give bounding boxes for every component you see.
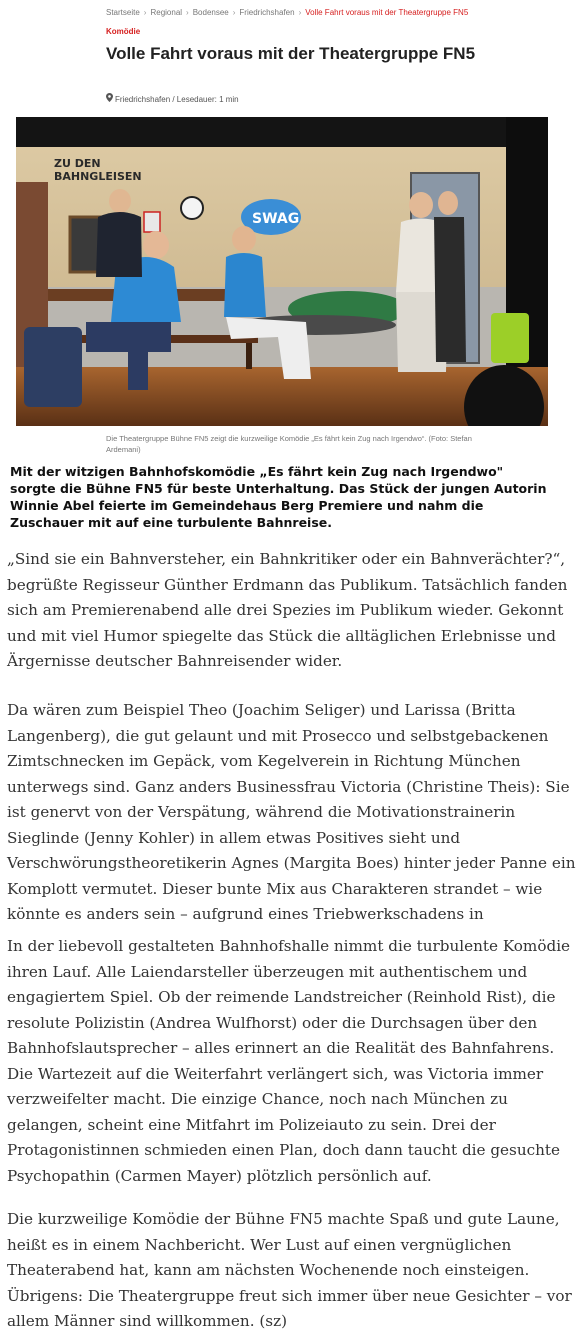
breadcrumb — [106, 8, 468, 17]
chevron-right-icon: › — [232, 8, 236, 17]
article-paragraph-3: In der liebevoll gestalteten Bahnhofshalle nimmt die turbulente Komödie ihren Lauf. Alle Laiendarsteller überzeugen mit authentischem und engagiertem Spiel. Ob der reimende Landstreicher (Reinhold Rist), die resolute Polizistin (Andrea Wulfhorst) oder die Durchsagen über den Bahnhofslautsprecher – alles erinnert an die Realität des Bahnfahrens. Die Wartezeit auf die Weiterfahrt verlängert sich, was Victoria immer verzweifelter macht. Die einzige Chance, noch nach München zu gelangen, scheint eine Mitfahrt im Polizeiauto zu sein. Drei der Protagonistinnen schmieden einen Plan, doch dann taucht die gesuchte Psychopathin (Carmen Mayer) plötzlich persönlich auf. — [7, 937, 571, 1185]
article-location[interactable]: Friedrichshafen — [115, 95, 171, 104]
article-paragraph-4: Die kurzweilige Komödie der Bühne FN5 machte Spaß und gute Laune, heißt es in einem Nachbericht. Wer Lust auf einen vergnüglichen Theaterabend hat, kann am nächsten Wochenende noch einsteigen. Übrigens: Die Theatergruppe freut sich immer über neue Gesichter – vor allem Männer sind willkommen. (sz) — [7, 1210, 572, 1330]
article-headline: Volle Fahrt voraus mit der Theatergruppe FN5 — [106, 44, 476, 63]
photo-caption: Die Theatergruppe Bühne FN5 zeigt die kurzweilige Komödie „Es fährt kein Zug nach Irgendwo“. (Foto: Stefan Ardemani) — [106, 434, 472, 454]
breadcrumb-item-home[interactable]: Startseite — [106, 8, 140, 17]
article-kicker: Komödie — [106, 27, 141, 36]
article-photo[interactable] — [16, 117, 548, 426]
svg-text:SWAG: SWAG — [252, 211, 300, 227]
map-pin-icon — [106, 93, 113, 104]
article-lead: Mit der witzigen Bahnhofskomödie „Es fährt kein Zug nach Irgendwo" sorgte die Bühne FN5 für beste Unterhaltung. Das Stück der jungen Autorin Winnie Abel feierte im Gemeindehaus Berg Premiere und nahm die Zuschauer mit auf eine turbulente Bahnreise. — [10, 464, 547, 530]
breadcrumb-current: Volle Fahrt voraus mit der Theatergruppe FN5 — [305, 8, 469, 17]
chevron-right-icon: › — [143, 8, 147, 17]
breadcrumb-item-friedrichshafen[interactable]: Friedrichshafen — [239, 8, 295, 17]
stage-sign-text: ZU DEN BAHNGLEISEN — [54, 157, 142, 183]
breadcrumb-item-bodensee[interactable]: Bodensee — [192, 8, 229, 17]
chevron-right-icon: › — [186, 8, 189, 17]
article-paragraph-1: „Sind sie ein Bahnversteher, ein Bahnkritiker oder ein Bahnverächter?“, begrüßte Regisseur Günther Erdmann das Publikum. Tatsächlich fanden sich am Premierenabend alle drei Spezies im Publikum wieder. Gekonnt und mit viel Humor spiegelte das Stück die alltäglichen Erlebnisse und Ärgernisse deutscher Bahnreisender wider. — [7, 550, 568, 670]
chevron-right-icon: › — [298, 8, 302, 17]
reading-time: / Lesedauer: 1 min — [170, 95, 239, 104]
article-meta — [106, 93, 239, 104]
breadcrumb-item-regional[interactable]: Regional — [150, 8, 183, 17]
article-paragraph-2: Da wären zum Beispiel Theo (Joachim Seliger) und Larissa (Britta Langenberg), die gut gelaunt und mit Prosecco und selbstgebackenen Zimtschnecken im Gepäck, vom Kegelverein in Richtung München unterwegs sind. Ganz anders Businessfrau Victoria (Christine Theis): Sie ist genervt von der Verspätung, während die Motivationstrainerin Sieglinde (Jenny Kohler) in allem etwas Positives sieht und Verschwörungstheoretikerin Agnes (Margita Boes) hinter jeder Panne ein Komplott vermutet. Dieser bunte Mix aus Charakteren strandet – wie könnte es anders sein – aufgrund eines Triebwerkschadens in — [7, 701, 576, 923]
